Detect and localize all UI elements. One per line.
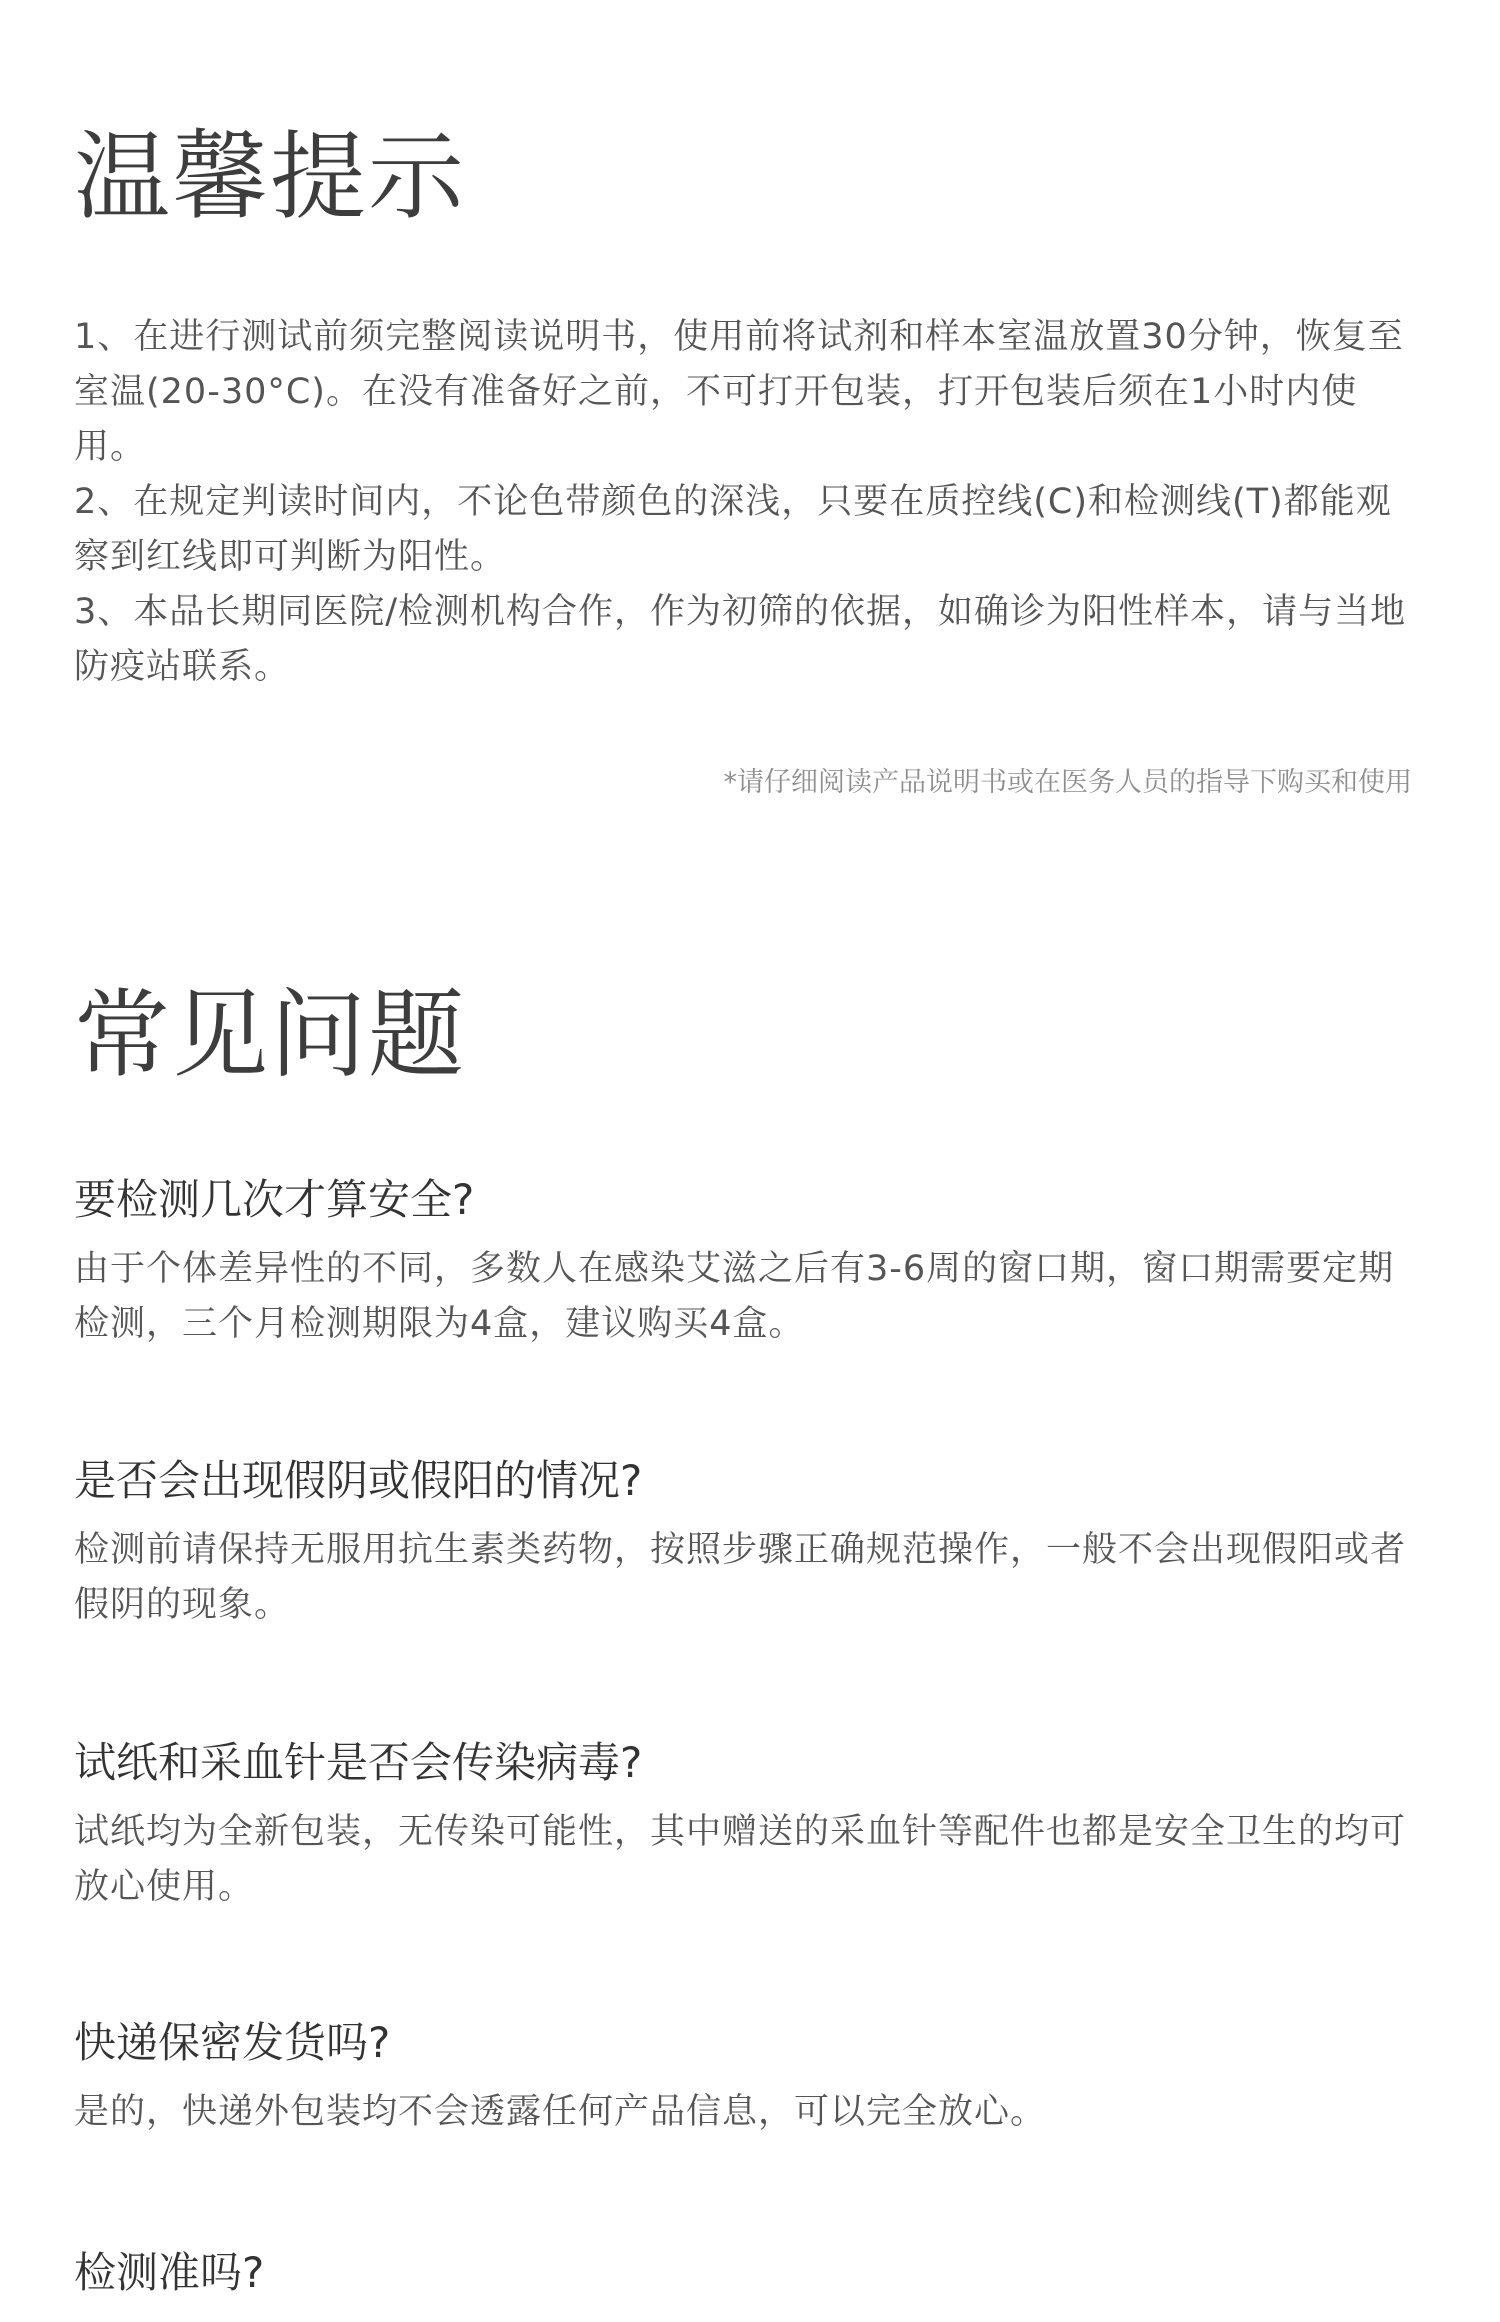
faq-item: [74, 1733, 1424, 1915]
tip-item: 1、在进行测试前须完整阅读说明书，使用前将试剂和样本室温放置30分钟，恢复至室温(20-30°C)。在没有准备好之前，不可打开包装，打开包装后须在1小时内使用。: [74, 317, 1404, 467]
tips-section-title: 温馨提示: [74, 121, 466, 233]
faq-section-title: 常见问题: [74, 979, 466, 1091]
tip-item: 3、本品长期同医院/检测机构合作，作为初筛的依据，如确诊为阳性样本，请与当地防疫站联系。: [74, 592, 1407, 687]
faq-question: 检测准吗?: [74, 2248, 265, 2297]
faq-question: 要检测几次才算安全?: [74, 1175, 475, 1224]
faq-item: [74, 1170, 1424, 1352]
faq-answer: 由于个体差异性的不同，多数人在感染艾滋之后有3-6周的窗口期，窗口期需要定期检测，三个月检测期限为4盒，建议购买4盒。: [74, 1249, 1395, 1344]
tips-list: [74, 310, 1424, 695]
faq-answer: 检测前请保持无服用抗生素类药物，按照步骤正确规范操作，一般不会出现假阳或者假阴的现象。: [74, 1530, 1407, 1625]
faq-item: [74, 2013, 1424, 2140]
faq-question: 试纸和采血针是否会传染病毒?: [74, 1738, 643, 1787]
disclaimer-note: *请仔细阅读产品说明书或在医务人员的指导下购买和使用: [723, 767, 1412, 798]
faq-question: 快递保密发货吗?: [74, 2018, 391, 2067]
faq-answer: 是的，快递外包装均不会透露任何产品信息，可以完全放心。: [74, 2092, 1047, 2132]
faq-answer: 试纸均为全新包装，无传染可能性，其中赠送的采血针等配件也都是安全卫生的均可放心使用。: [74, 1812, 1407, 1907]
tip-item: 2、在规定判读时间内，不论色带颜色的深浅，只要在质控线(C)和检测线(T)都能观察到红线即可判断为阳性。: [74, 482, 1392, 577]
faq-question: 是否会出现假阴或假阳的情况?: [74, 1456, 643, 1505]
faq-item: [74, 1451, 1424, 1633]
faq-item: [74, 2243, 1424, 2303]
